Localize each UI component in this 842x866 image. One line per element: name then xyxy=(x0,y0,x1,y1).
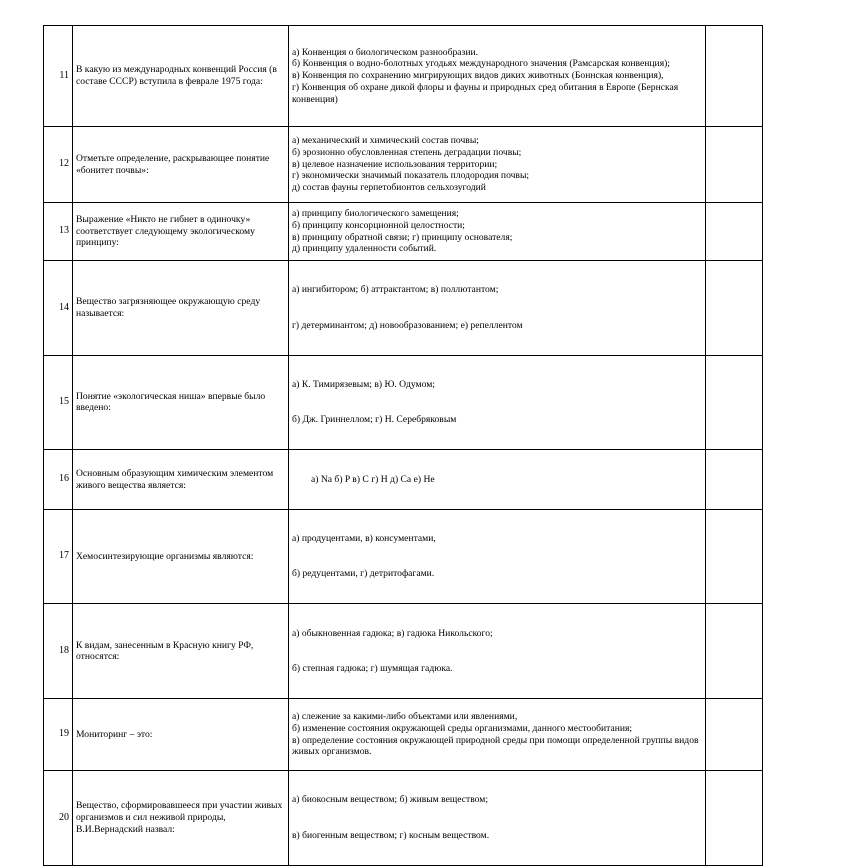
answer-cell-empty xyxy=(706,771,763,866)
answer-options xyxy=(289,26,706,127)
table-row xyxy=(44,509,763,604)
table-row xyxy=(44,127,763,203)
table-row xyxy=(44,771,763,866)
answer-cell-empty xyxy=(706,450,763,510)
question-number: 11 xyxy=(44,26,73,127)
answer-option: д) принципу удаленности событий. xyxy=(292,243,437,255)
question-number: 20 xyxy=(44,771,73,866)
answer-options xyxy=(289,127,706,203)
question-number: 12 xyxy=(44,127,73,203)
questions-table xyxy=(43,25,763,866)
answer-options xyxy=(289,771,706,866)
answer-cell-empty xyxy=(706,355,763,450)
question-number: 19 xyxy=(44,699,73,771)
answer-option: б) изменение состояния окружающей среды организмами, данного местообитания; xyxy=(292,722,633,734)
question-number: 15 xyxy=(44,355,73,450)
answer-options xyxy=(289,261,706,356)
answer-option: а) К. Тимирязевым; в) Ю. Одумом; xyxy=(292,379,435,391)
answer-option: б) эрозионно обусловленная степень деградации почвы; xyxy=(292,146,522,158)
answer-option: б) принципу консорционной целостности; xyxy=(292,219,465,231)
answer-cell-empty xyxy=(706,26,763,127)
answer-cell-empty xyxy=(706,127,763,203)
answer-option: а) механический и химический состав почвы; xyxy=(292,135,479,147)
question-text: Вещество загрязняющее окружающую среду называется: xyxy=(73,261,289,356)
answer-option: а) биокосным веществом; б) живым веществом; xyxy=(292,794,489,806)
answer-cell-empty xyxy=(706,203,763,261)
answer-option: а) обыкновенная гадюка; в) гадюка Никольского; xyxy=(292,627,493,639)
answer-option: а) Na б) P в) C г) H д) Ca е) Не xyxy=(311,473,435,485)
answer-options xyxy=(289,450,706,510)
answer-option: а) ингибитором; б) аттрактантом; в) поллютантом; xyxy=(292,284,499,296)
questions-table-body xyxy=(44,26,763,866)
answer-option: в) определение состояния окружающей природной среды при помощи определенной группы видов живых организмов. xyxy=(292,734,699,758)
answer-options xyxy=(289,355,706,450)
table-row xyxy=(44,355,763,450)
answer-options xyxy=(289,604,706,699)
answer-option: б) степная гадюка; г) шумящая гадюка. xyxy=(292,662,453,674)
answer-option: г) экономически значимый показатель плодородия почвы; xyxy=(292,170,530,182)
answer-option: а) продуцентами, в) консументами, xyxy=(292,533,436,545)
question-text: Отметьте определение, раскрывающее понятие «бонитет почвы»: xyxy=(73,127,289,203)
answer-option: в) принципу обратной связи; г) принципу основателя; xyxy=(292,231,513,243)
table-row xyxy=(44,450,763,510)
answer-option: а) Конвенция о биологическом разнообразии. xyxy=(292,46,478,58)
question-text: Мониторинг – это: xyxy=(73,699,289,771)
answer-cell-empty xyxy=(706,604,763,699)
table-row xyxy=(44,699,763,771)
question-number: 14 xyxy=(44,261,73,356)
answer-cell-empty xyxy=(706,261,763,356)
table-row xyxy=(44,203,763,261)
answer-options xyxy=(289,699,706,771)
question-text: Понятие «экологическая ниша» впервые было введено: xyxy=(73,355,289,450)
table-row xyxy=(44,26,763,127)
answer-option: в) целевое назначение использования территории; xyxy=(292,158,498,170)
question-text: Выражение «Никто не гибнет в одиночку» соответствует следующему экологическому принципу: xyxy=(73,203,289,261)
answer-option: б) Конвенция о водно-болотных угодьях международного значения (Рамсарская конвенция); xyxy=(292,58,670,70)
answer-cell-empty xyxy=(706,699,763,771)
answer-option: б) Дж. Гриннеллом; г) Н. Серебряковым xyxy=(292,414,457,426)
answer-cell-empty xyxy=(706,509,763,604)
answer-option: б) редуцентами, г) детритофагами. xyxy=(292,568,435,580)
question-number: 13 xyxy=(44,203,73,261)
question-text: Основным образующим химическим элементом живого вещества является: xyxy=(73,450,289,510)
answer-option: г) детерминантом; д) новообразованием; е) репеллентом xyxy=(292,319,523,331)
answer-options xyxy=(289,509,706,604)
question-number: 16 xyxy=(44,450,73,510)
question-text: Вещество, сформировавшееся при участии живых организмов и сил неживой природы, В.И.Вернадский назвал: xyxy=(73,771,289,866)
answer-option: д) состав фауны герпетобионтов сельхозугодий xyxy=(292,182,486,194)
table-row xyxy=(44,261,763,356)
question-text: Хемосинтезирующие организмы являются: xyxy=(73,509,289,604)
question-number: 17 xyxy=(44,509,73,604)
answer-option: а) слежение за какими-либо объектами или явлениями, xyxy=(292,711,518,723)
question-number: 18 xyxy=(44,604,73,699)
answer-option: а) принципу биологического замещения; xyxy=(292,208,459,220)
table-row xyxy=(44,604,763,699)
answer-option: в) Конвенция по сохранению мигрирующих видов диких животных (Боннская конвенция), xyxy=(292,70,664,82)
question-text: В какую из международных конвенций Россия (в составе СССР) вступила в феврале 1975 года: xyxy=(73,26,289,127)
question-text: К видам, занесенным в Красную книгу РФ, относятся: xyxy=(73,604,289,699)
answer-option: в) биогенным веществом; г) косным веществом. xyxy=(292,829,490,841)
answer-options xyxy=(289,203,706,261)
answer-option: г) Конвенция об охране дикой флоры и фауны и природных сред обитания в Европе (Бернская конвенция) xyxy=(292,81,679,105)
